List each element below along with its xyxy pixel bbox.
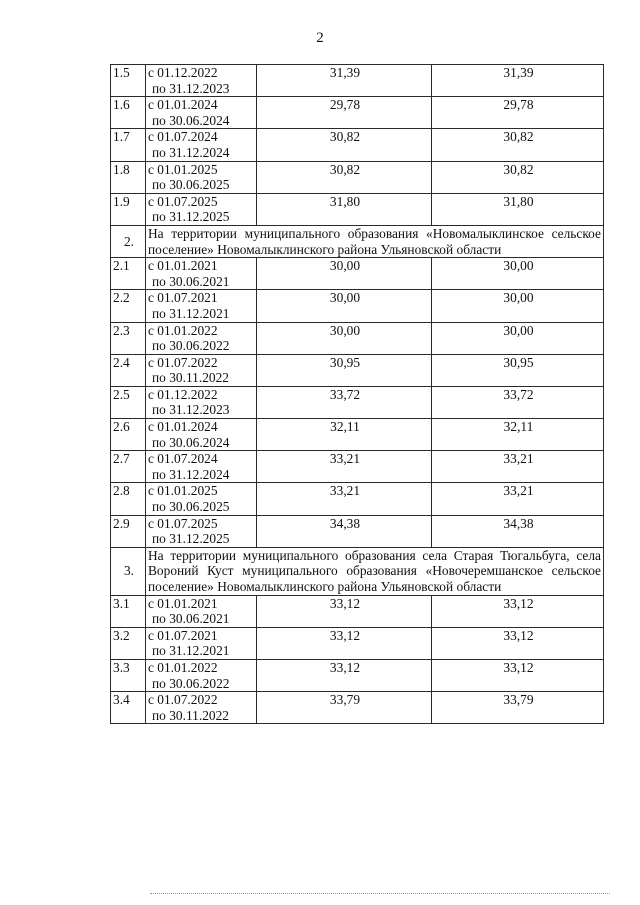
tariff-value-2: 30,00 <box>432 322 604 354</box>
period-cell <box>146 258 257 290</box>
period-cell <box>146 627 257 659</box>
table-row <box>111 659 604 691</box>
period-from: с 01.07.2021 <box>148 290 218 306</box>
tariff-value-1: 32,11 <box>257 419 432 451</box>
section-title: На территории муниципального образования села Старая Тюгальбуга, села Вороний Куст муниципального образования «Новочеремшанское сельское поселение» Новомалыклинского района Ульяновской области <box>146 547 604 595</box>
section-row <box>111 547 604 595</box>
row-number: 3.1 <box>111 595 146 627</box>
table-row <box>111 483 604 515</box>
tariff-value-1: 30,82 <box>257 129 432 161</box>
period-cell <box>146 193 257 225</box>
period-to: по 31.12.2024 <box>152 144 230 160</box>
tariff-value-2: 30,95 <box>432 354 604 386</box>
period-to: по 30.06.2025 <box>152 499 230 515</box>
period-to: по 30.11.2022 <box>152 707 229 723</box>
period-from: с 01.07.2022 <box>148 354 218 370</box>
period-from: с 01.01.2022 <box>148 322 218 338</box>
period-from: с 01.01.2021 <box>148 258 218 274</box>
period-cell <box>146 595 257 627</box>
period-from: с 01.01.2024 <box>148 419 218 435</box>
tariff-value-1: 30,82 <box>257 161 432 193</box>
row-number: 1.9 <box>111 193 146 225</box>
period-to: по 30.06.2021 <box>152 611 230 627</box>
table-row <box>111 193 604 225</box>
tariff-value-1: 33,72 <box>257 386 432 418</box>
tariff-value-1: 31,80 <box>257 193 432 225</box>
period-to: по 31.12.2023 <box>152 80 230 96</box>
table-row <box>111 515 604 547</box>
table-row <box>111 386 604 418</box>
tariff-value-1: 30,00 <box>257 322 432 354</box>
table-row <box>111 627 604 659</box>
tariff-value-1: 30,00 <box>257 258 432 290</box>
period-cell <box>146 65 257 97</box>
table-row <box>111 161 604 193</box>
period-from: с 01.07.2024 <box>148 451 218 467</box>
tariff-value-2: 29,78 <box>432 97 604 129</box>
period-from: с 01.07.2021 <box>148 627 218 643</box>
period-from: с 01.07.2022 <box>148 692 218 708</box>
period-to: по 30.11.2022 <box>152 370 229 386</box>
period-from: с 01.01.2021 <box>148 595 218 611</box>
tariff-value-2: 32,11 <box>432 419 604 451</box>
table-row <box>111 451 604 483</box>
tariff-value-1: 29,78 <box>257 97 432 129</box>
tariff-value-2: 33,72 <box>432 386 604 418</box>
period-from: с 01.01.2022 <box>148 659 218 675</box>
period-to: по 31.12.2023 <box>152 402 230 418</box>
period-cell <box>146 483 257 515</box>
row-number: 1.7 <box>111 129 146 161</box>
tariff-value-1: 33,21 <box>257 483 432 515</box>
period-to: по 31.12.2025 <box>152 531 230 547</box>
period-cell <box>146 290 257 322</box>
row-number: 2.5 <box>111 386 146 418</box>
tariff-value-2: 30,00 <box>432 290 604 322</box>
row-number: 1.5 <box>111 65 146 97</box>
period-to: по 30.06.2025 <box>152 177 230 193</box>
row-number: 1.8 <box>111 161 146 193</box>
period-cell <box>146 659 257 691</box>
page-number: 2 <box>316 30 324 46</box>
tariff-value-2: 30,82 <box>432 161 604 193</box>
row-number: 2.2 <box>111 290 146 322</box>
tariff-value-2: 33,21 <box>432 483 604 515</box>
table-row <box>111 322 604 354</box>
tariff-value-2: 31,80 <box>432 193 604 225</box>
row-number: 2.3 <box>111 322 146 354</box>
table-row <box>111 290 604 322</box>
table-row <box>111 419 604 451</box>
tariff-value-1: 30,00 <box>257 290 432 322</box>
tariff-value-2: 34,38 <box>432 515 604 547</box>
period-cell <box>146 515 257 547</box>
period-to: по 30.06.2024 <box>152 434 230 450</box>
period-to: по 30.06.2022 <box>152 675 230 691</box>
tariff-value-1: 33,12 <box>257 627 432 659</box>
section-number: 2. <box>111 225 146 257</box>
row-number: 1.6 <box>111 97 146 129</box>
row-number: 2.9 <box>111 515 146 547</box>
table-row <box>111 595 604 627</box>
tariff-value-1: 30,95 <box>257 354 432 386</box>
period-from: с 01.12.2022 <box>148 386 218 402</box>
tariff-value-1: 33,12 <box>257 659 432 691</box>
tariff-table-body <box>111 65 604 724</box>
period-from: с 01.01.2025 <box>148 483 218 499</box>
section-title: На территории муниципального образования «Новомалыклинское сельское поселение» Новомалыклинского района Ульяновской области <box>146 225 604 257</box>
period-cell <box>146 97 257 129</box>
table-row <box>111 258 604 290</box>
period-to: по 30.06.2024 <box>152 112 230 128</box>
period-from: с 01.07.2025 <box>148 193 218 209</box>
table-row <box>111 97 604 129</box>
table-row <box>111 692 604 724</box>
row-number: 3.2 <box>111 627 146 659</box>
table-row <box>111 129 604 161</box>
period-cell <box>146 322 257 354</box>
period-to: по 30.06.2021 <box>152 273 230 289</box>
tariff-table <box>110 64 604 724</box>
footer-divider <box>150 893 610 894</box>
period-cell <box>146 692 257 724</box>
row-number: 2.4 <box>111 354 146 386</box>
period-cell <box>146 419 257 451</box>
row-number: 2.7 <box>111 451 146 483</box>
row-number: 2.6 <box>111 419 146 451</box>
tariff-value-1: 33,21 <box>257 451 432 483</box>
tariff-value-1: 34,38 <box>257 515 432 547</box>
tariff-value-2: 33,12 <box>432 659 604 691</box>
section-number: 3. <box>111 547 146 595</box>
tariff-value-2: 30,82 <box>432 129 604 161</box>
period-from: с 01.07.2025 <box>148 515 218 531</box>
period-cell <box>146 161 257 193</box>
tariff-value-1: 33,12 <box>257 595 432 627</box>
period-from: с 01.01.2025 <box>148 161 218 177</box>
tariff-value-2: 33,21 <box>432 451 604 483</box>
row-number: 3.3 <box>111 659 146 691</box>
table-row <box>111 354 604 386</box>
period-cell <box>146 386 257 418</box>
tariff-value-2: 33,12 <box>432 627 604 659</box>
section-row <box>111 225 604 257</box>
tariff-value-2: 31,39 <box>432 65 604 97</box>
tariff-value-1: 31,39 <box>257 65 432 97</box>
row-number: 3.4 <box>111 692 146 724</box>
period-to: по 31.12.2024 <box>152 466 230 482</box>
period-cell <box>146 129 257 161</box>
tariff-value-2: 33,12 <box>432 595 604 627</box>
period-to: по 30.06.2022 <box>152 338 230 354</box>
period-to: по 31.12.2021 <box>152 643 230 659</box>
period-from: с 01.12.2022 <box>148 65 218 80</box>
tariff-value-1: 33,79 <box>257 692 432 724</box>
period-cell <box>146 354 257 386</box>
period-to: по 31.12.2025 <box>152 209 230 225</box>
row-number: 2.1 <box>111 258 146 290</box>
period-cell <box>146 451 257 483</box>
period-to: по 31.12.2021 <box>152 305 230 321</box>
period-from: с 01.07.2024 <box>148 129 218 145</box>
tariff-value-2: 33,79 <box>432 692 604 724</box>
tariff-value-2: 30,00 <box>432 258 604 290</box>
row-number: 2.8 <box>111 483 146 515</box>
table-row <box>111 65 604 97</box>
period-from: с 01.01.2024 <box>148 97 218 113</box>
